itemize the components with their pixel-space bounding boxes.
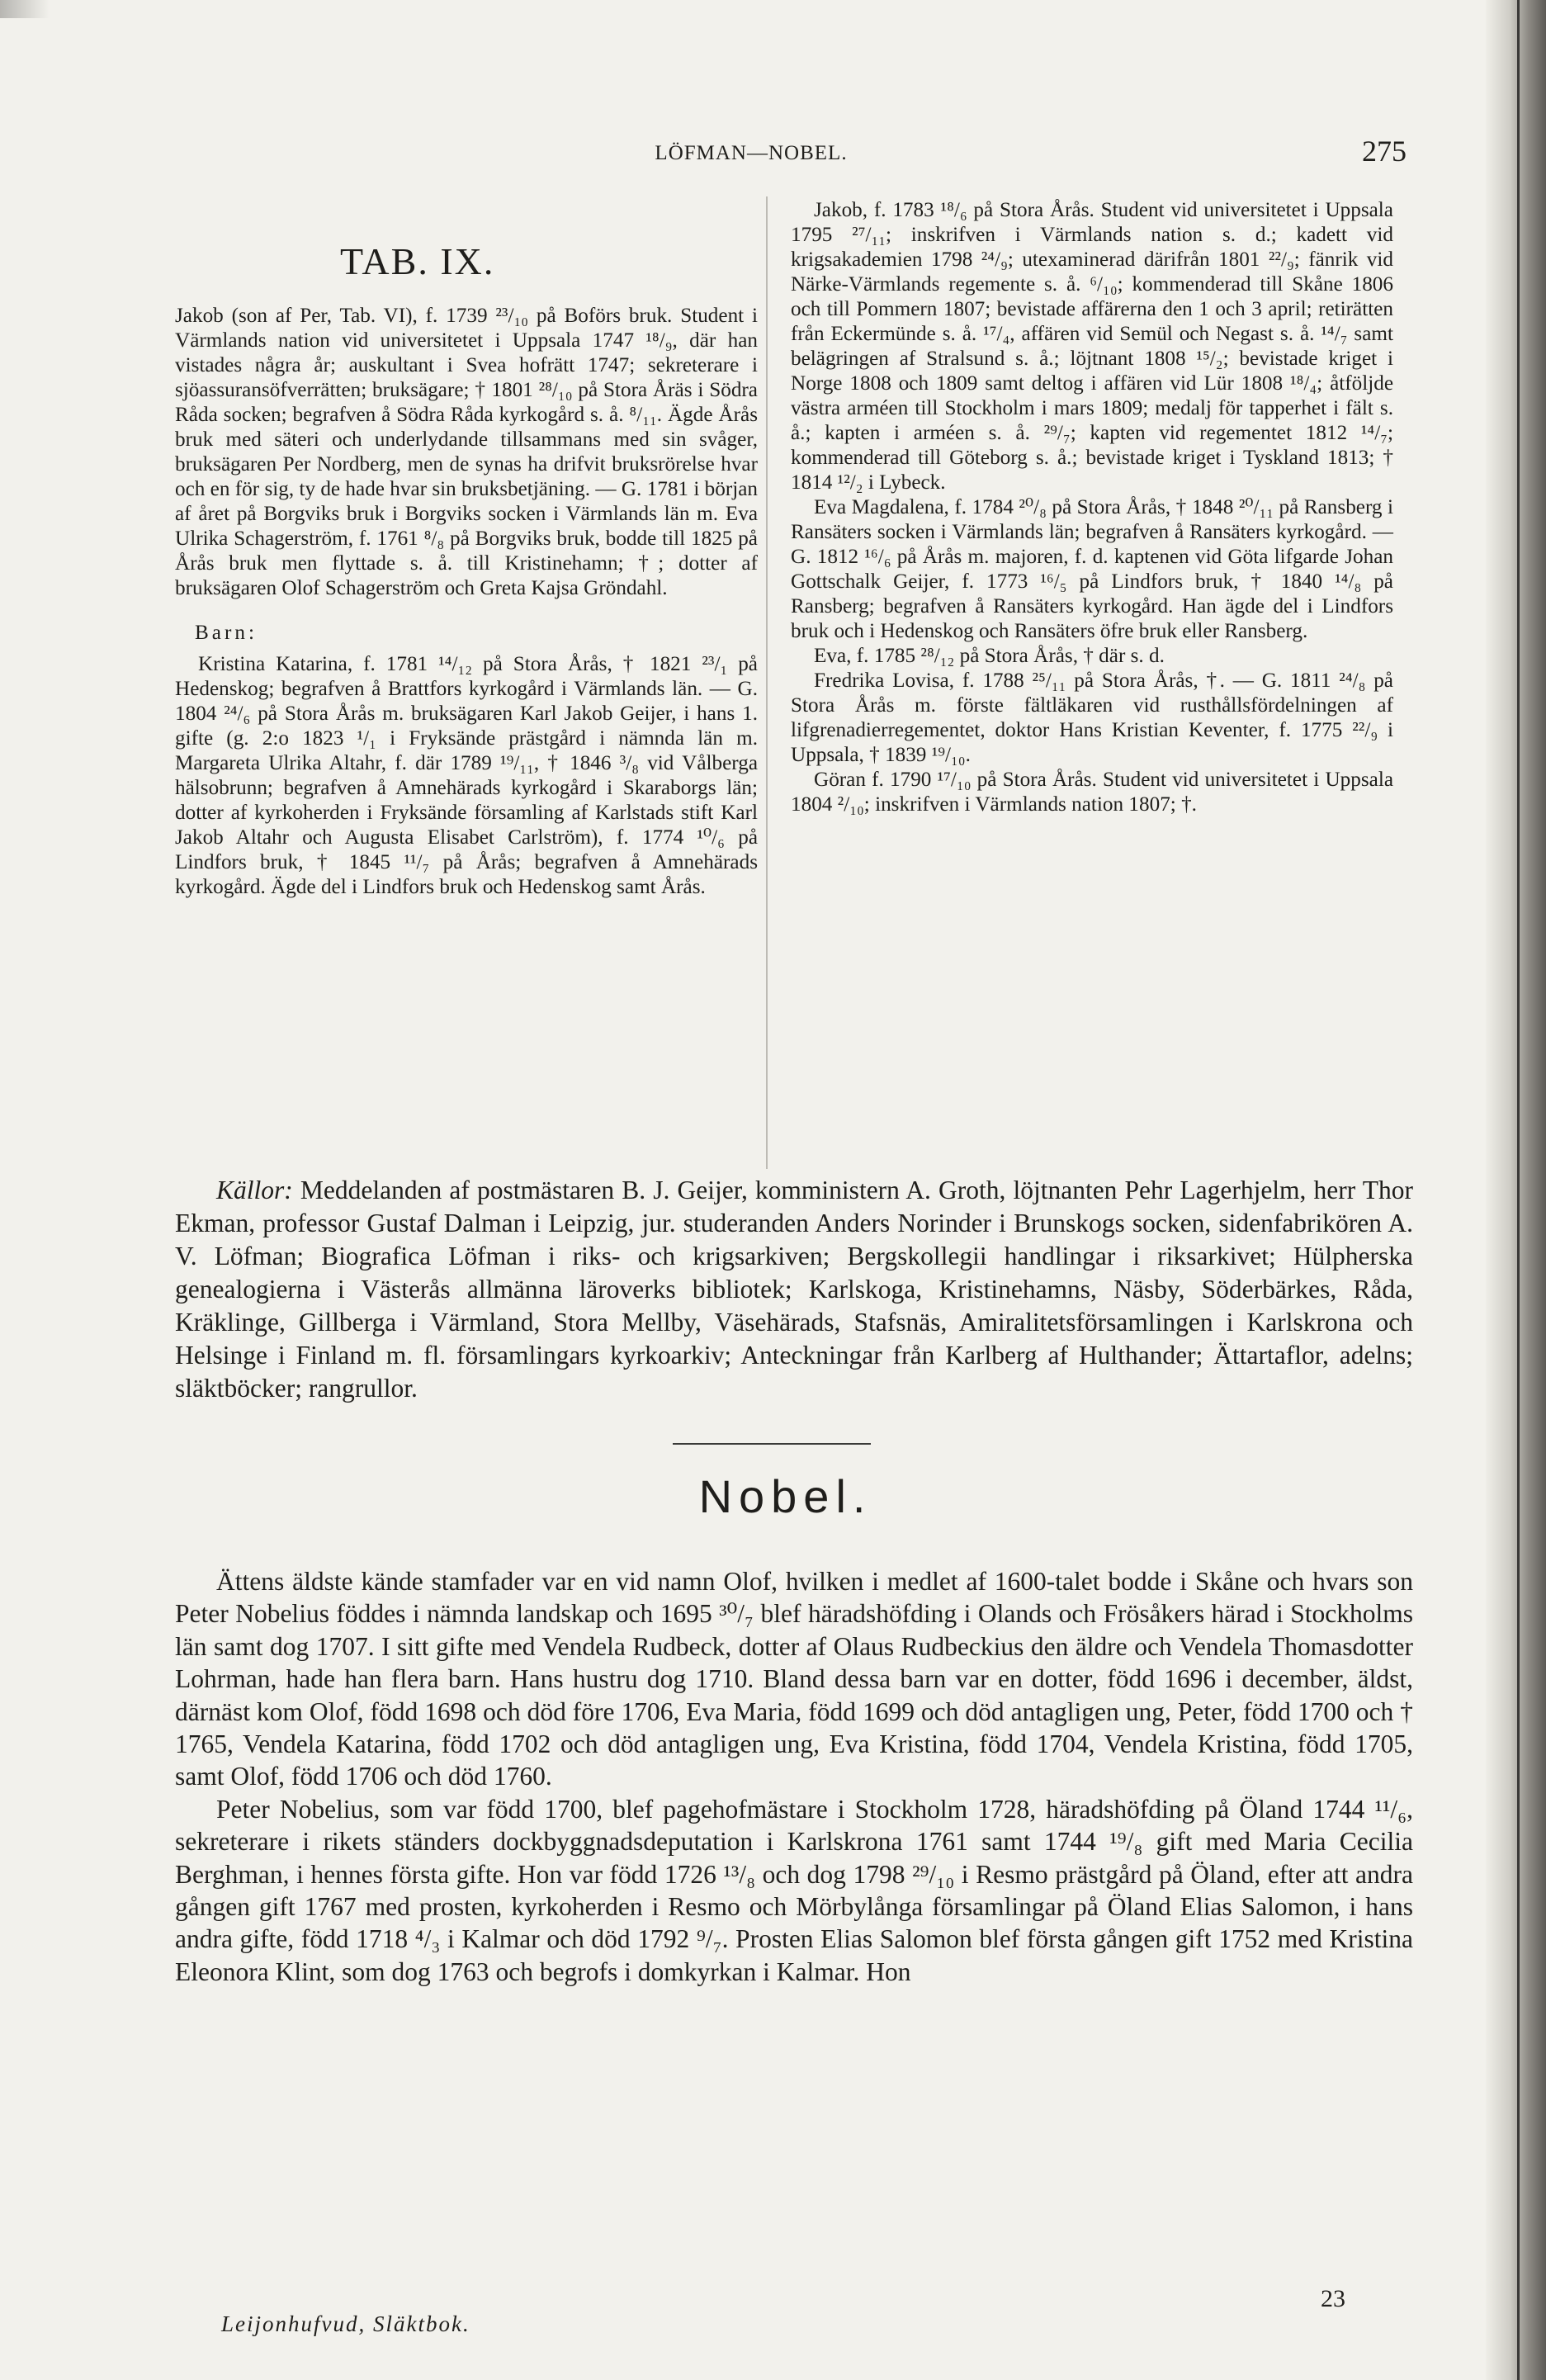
section-title: Nobel. [698, 1470, 872, 1522]
right-column [791, 198, 1393, 817]
signature-mark: 23 [1321, 2285, 1345, 2312]
jakob-paragraph: Jakob (son af Per, Tab. VI), f. 1739 ²³/₁₀ på Boförs bruk. Student i Värmlands nation vid universitetet i Uppsala 1747 ¹⁸/₉, där han vistades några år; auskultant i Svea hofrätt 1747; sekreterare i sjöassuransöfverrätten; bruksägare; † 1801 ²⁸/₁₀ på Stora Åräs i Södra Råda socken; begrafven å Södra Råda kyrkogård s. å. ⁸/₁₁. Ägde Årås bruk med säteri och underlydande tillsammans med sin svåger, bruksägaren Per Nordberg, men de synas ha drifvit bruksrörelse hvar och en för sig, ty de hade hvar sin bruksbetjäning. — G. 1781 i början af året på Borgviks bruk i Borgviks socken i Värmlands län m. Eva Ulrika Schagerström, f. 1761 ⁸/₈ på Borgviks bruk, bodde till 1825 på Årås bruk men flyttade s. å. till Kristinehamn; †; dotter af bruksägaren Olof Schagerström och Greta Kajsa Gröndahl. [175, 305, 758, 599]
binding-line [1517, 0, 1520, 2380]
left-column [175, 304, 758, 900]
child-entry: Kristina Katarina, f. 1781 ¹⁴/₁₂ på Stora Årås, † 1821 ²³/₁ på Hedenskog; begrafven å Brattfors kyrkogård i Värmlands län. — G. 1804 ²⁴/₆ på Stora Årås m. bruksägaren Karl Jakob Geijer, i hans 1. gifte (g. 2:o 1823 ¹/₁ i Fryksände prästgård i nämnda län m. Margareta Ulrika Altahr, f. där 1789 ¹⁹/₁₁, † 1846 ³/₈ vid Vålberga hälsobrunn; begrafven å Amnehärads kyrkogård i Skaraborgs län; dotter af kyrkoherden i Fryksände församling af Karlstads stift Karl Jakob Altahr och Augusta Elisabet Carlström), f. 1774 ¹⁰/₆ på Lindfors bruk, † 1845 ¹¹/₇ på Årås; begrafven å Amnehärads kyrkogård. Ägde del i Lindfors bruk och Hedenskog samt Årås. [175, 653, 758, 898]
child-entry: Göran f. 1790 ¹⁷/₁₀ på Stora Årås. Student vid universitetet i Uppsala 1804 ²/₁₀; inskrifven i Värmlands nation 1807; †. [791, 769, 1393, 816]
sources-text: Meddelanden af postmästaren B. J. Geijer, komministern A. Groth, löjtnanten Pehr Lagerhjelm, herr Thor Ekman, professor Gustaf Dalman i Leipzig, jur. studeranden Anders Norinder i Brunskogs socken, sidenfabrikören A. V. Löfman; Biografica Löfman i riks- och krigsarkiven; Bergskollegii handlingar i riksarkivet; Hülpherska genealogierna i Västerås allmänna läroverks bibliotek; Karlskoga, Kristinehamns, Näsby, Söderbärkes, Råda, Kräklinge, Gillberga i Värmland, Stora Mellby, Väsehärads, Stafsnäs, Amiralitetsförsamlingen i Karlskrona och Helsinge i Finland m. fl. församlingars kyrkoarkiv; Anteckningar från Karlberg af Hulthander; Ättartaflor, adelns; släktböcker; rangrullor. [175, 1176, 1414, 1403]
section-body [175, 1565, 1413, 1988]
sources-label: Källor: [216, 1176, 293, 1204]
scan-speck [0, 0, 50, 18]
tab-title: TAB. IX. [340, 240, 495, 282]
body-paragraph: Peter Nobelius, som var född 1700, blef pagehofmästare i Stockholm 1728, häradshöfding på Öland 1744 ¹¹/₆, sekreterare i rikets ständers dockbyggnadsdeputation i Karlskrona 1761 samt 1744 ¹⁹/₈ gift med Maria Cecilia Berghman, i hennes första gifte. Hon var född 1726 ¹³/₈ och dog 1798 ²⁹/₁₀ i Resmo prästgård på Öland, efter att andra gången gift 1767 med prosten, kyrkoherden i Resmo och Mörbylånga församlingar på Öland Elias Salomon, i hans andra gifte, född 1718 ⁴/₃ i Kalmar och död 1792 ⁹/₇. Prosten Elias Salomon blef första gången gift 1752 med Kristina Eleonora Klint, som dog 1763 och begrofs i domkyrkan i Kalmar. Hon [175, 1794, 1413, 1986]
page-edge-shadow [1486, 0, 1546, 2380]
running-head: LÖFMAN—NOBEL. [655, 142, 848, 164]
child-entry: Eva, f. 1785 ²⁸/₁₂ på Stora Årås, † där s. d. [814, 645, 1165, 667]
sources-paragraph [175, 1174, 1413, 1405]
child-entry: Eva Magdalena, f. 1784 ²⁰/₈ på Stora Årås, † 1848 ²⁰/₁₁ på Ransberg i Ransäters socken i Värmlands län; begrafven å Ransäters kyrkogård. — G. 1812 ¹⁶/₆ på Årås m. majoren, f. d. kaptenen vid Göta lifgarde Johan Gottschalk Geijer, f. 1773 ¹⁶/₅ på Lindfors bruk, † 1840 ¹⁴/₈ på Ransberg; begrafven å Ransäters kyrkogård. Han ägde del i Lindfors bruk och i Hedenskog och Ransäters öfre bruk eller Ransberg. [791, 496, 1393, 642]
column-divider [766, 196, 768, 1169]
section-divider [673, 1443, 871, 1445]
child-entry: Fredrika Lovisa, f. 1788 ²⁵/₁₁ på Stora Årås, †. — G. 1811 ²⁴/₈ på Stora Årås m. förste fältläkaren vid rusthållsfördelningen af lifgrenadierregementet, doktor Hans Kristian Keventer, f. 1775 ²²/₉ i Uppsala, † 1839 ¹⁹/₁₀. [791, 670, 1393, 766]
child-entry: Jakob, f. 1783 ¹⁸/₆ på Stora Årås. Student vid universitetet i Uppsala 1795 ²⁷/₁₁; inskrifven i Värmlands nation s. d.; kadett vid krigsakademien 1798 ²⁴/₉; utexaminerad därifrån 1801 ²²/₉; fänrik vid Närke-Värmlands regemente s. å. ⁶/₁₀; kommenderad till Skåne 1806 och till Pommern 1807; bevistade affärerna den 1 och 3 april; retirätten från Eckermünde s. å. ¹⁷/₄, affären vid Semül och Negast s. å. ¹⁴/₇ samt belägringen af Stralsund s. å.; löjtnant 1808 ¹⁵/₂; bevistade kriget i Norge 1808 och 1809 samt deltog i affären vid Lür 1808 ¹⁸/₄; åtföljde västra arméen till Stockholm i mars 1809; medalj för tapperhet i fält s. å.; kapten i arméen s. å. ²⁹/₇; kapten vid regementet 1812 ¹⁴/₇; kommenderad till Göteborg s. å.; bevistade kriget i Tyskland 1813; † 1814 ¹²/₂ i Lybeck. [791, 199, 1393, 494]
sources-block [175, 1174, 1413, 1405]
footer-title: Leijonhufvud, Släktbok. [221, 2311, 470, 2336]
body-paragraph: Ättens äldste kände stamfader var en vid namn Olof, hvilken i medlet af 1600-talet bodde i Skåne och hvars son Peter Nobelius föddes i nämnda landskap och 1695 ³⁰/₇ blef häradshöfding i Olands och Frösåkers härad i Stockholms län samt dog 1707. I sitt gifte med Vendela Rudbeck, dotter af Olaus Rudbeckius den äldre och Vendela Thomasdotter Lohrman, hade han flera barn. Hans hustru dog 1710. Bland dessa barn var en dotter, född 1696 i december, äldst, därnäst kom Olof, född 1698 och död före 1706, Eva Maria, född 1699 och död antagligen ung, Peter, född 1700 och † 1765, Vendela Katarina, född 1702 och död antagligen ung, Eva Kristina, född 1704, Vendela Kristina, född 1705, samt Olof, född 1706 och död 1760. [175, 1567, 1413, 1791]
page-number: 275 [1362, 135, 1407, 168]
children-heading: Barn: [195, 622, 258, 644]
